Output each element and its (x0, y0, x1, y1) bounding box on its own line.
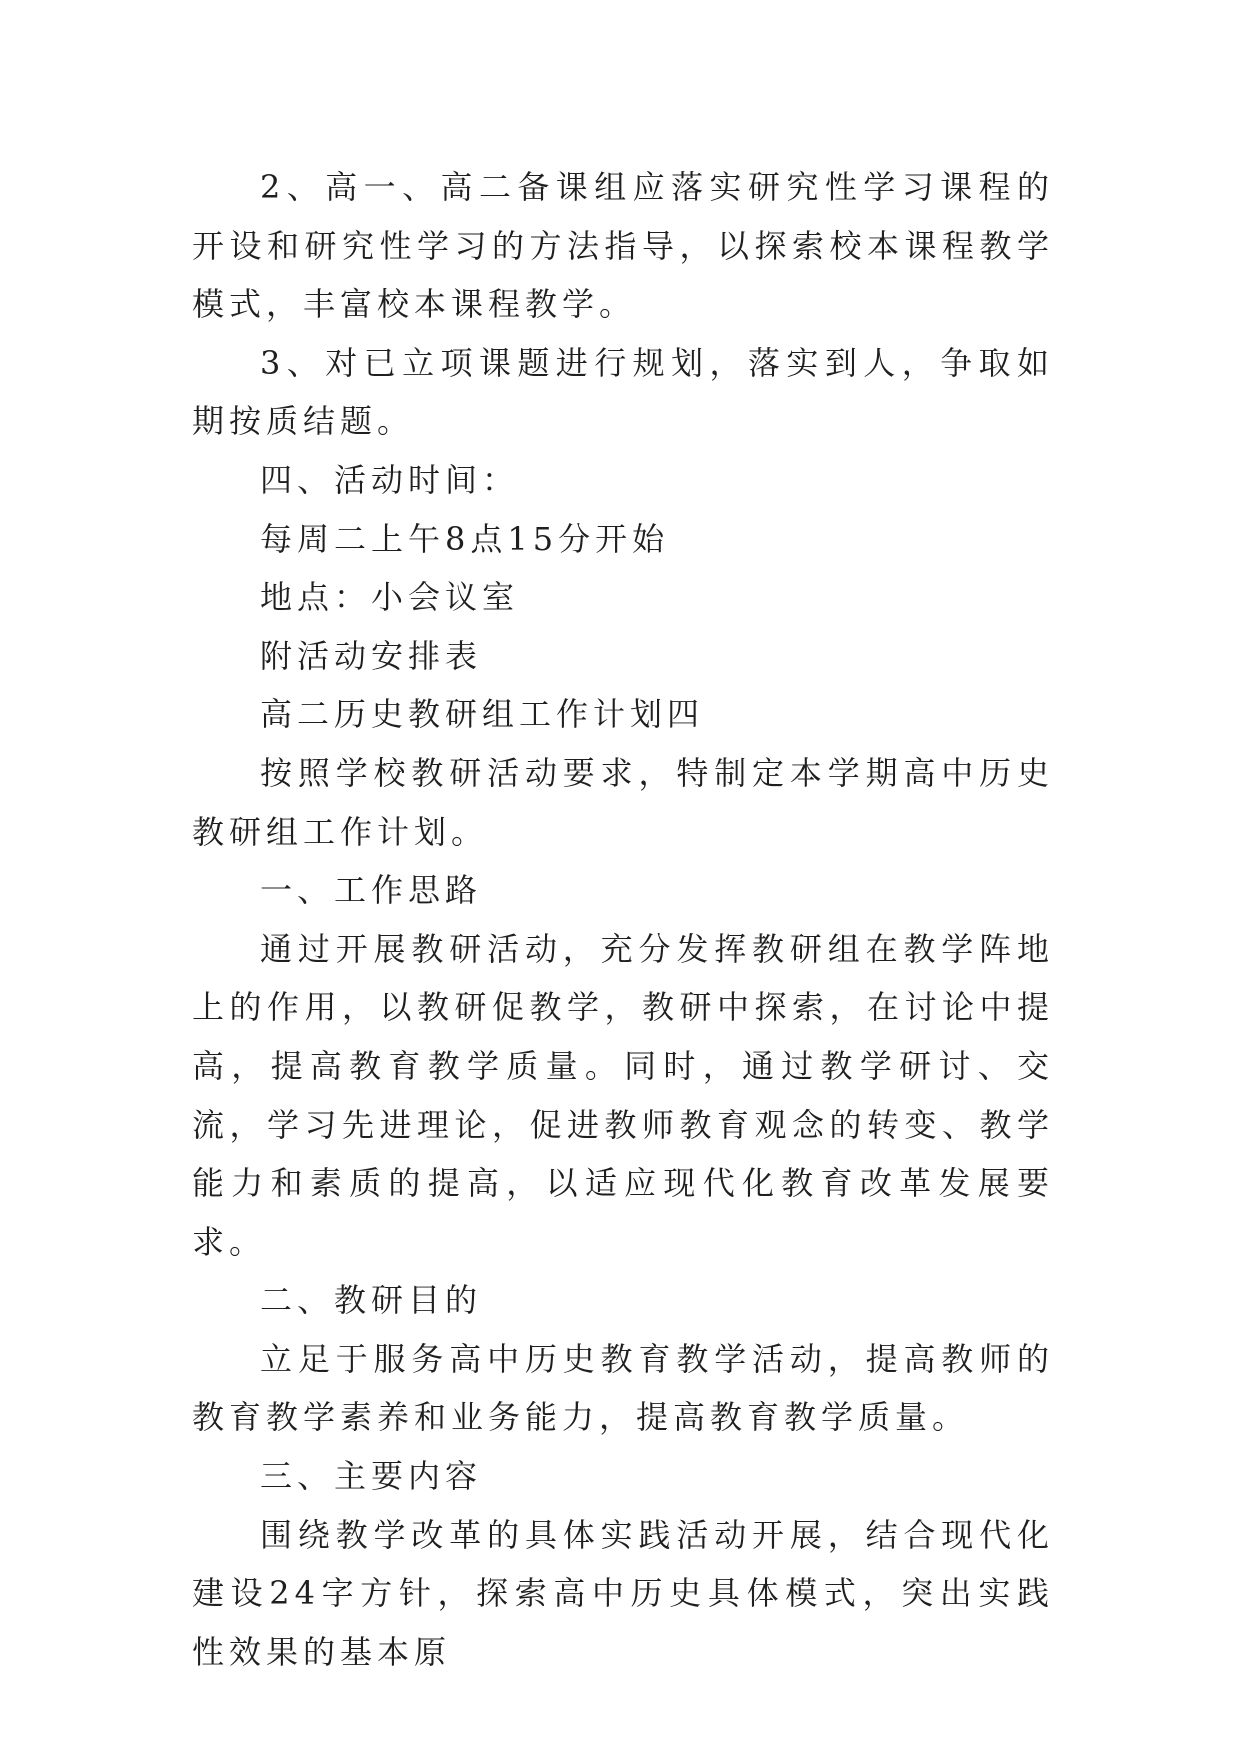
heading-work-approach: 一、工作思路 (260, 871, 483, 910)
paragraph-attachment: 附活动安排表 (260, 636, 483, 675)
paragraph-schedule: 每周二上午8点15分开始 (260, 519, 670, 558)
paragraph-research-purpose: 立足于服务高中历史教育教学活动，提高教师的教育教学素养和业务能力，提高教育教学质量。 (192, 1339, 1054, 1437)
paragraph-work-approach: 通过开展教研活动，充分发挥教研组在教学阵地上的作用，以教研促教学，教研中探索，在讨论中提高，提高教育教学质量。同时，通过教学研讨、交流，学习先进理论，促进教师教育观念的转变、教学能力和素质的提高，以适应现代化教育改革发展要求。 (192, 929, 1054, 1261)
document-section-title: 高二历史教研组工作计划四 (260, 695, 705, 734)
heading-research-purpose: 二、教研目的 (260, 1281, 483, 1320)
document-body (192, 158, 1054, 1681)
paragraph-location: 地点：小会议室 (260, 578, 520, 617)
paragraph-research-study-courses: 2、高一、高二备课组应落实研究性学习课程的开设和研究性学习的方法指导，以探索校本课程教学模式，丰富校本课程教学。 (192, 168, 1054, 324)
paragraph-project-planning: 3、对已立项课题进行规划，落实到人，争取如期按质结题。 (192, 343, 1054, 441)
heading-activity-time: 四、活动时间： (260, 460, 520, 499)
heading-main-content: 三、主要内容 (260, 1457, 483, 1496)
paragraph-main-content: 围绕教学改革的具体实践活动开展，结合现代化建设24字方针，探索高中历史具体模式，突出实践性效果的基本原 (192, 1515, 1054, 1671)
paragraph-introduction: 按照学校教研活动要求，特制定本学期高中历史教研组工作计划。 (192, 753, 1054, 851)
